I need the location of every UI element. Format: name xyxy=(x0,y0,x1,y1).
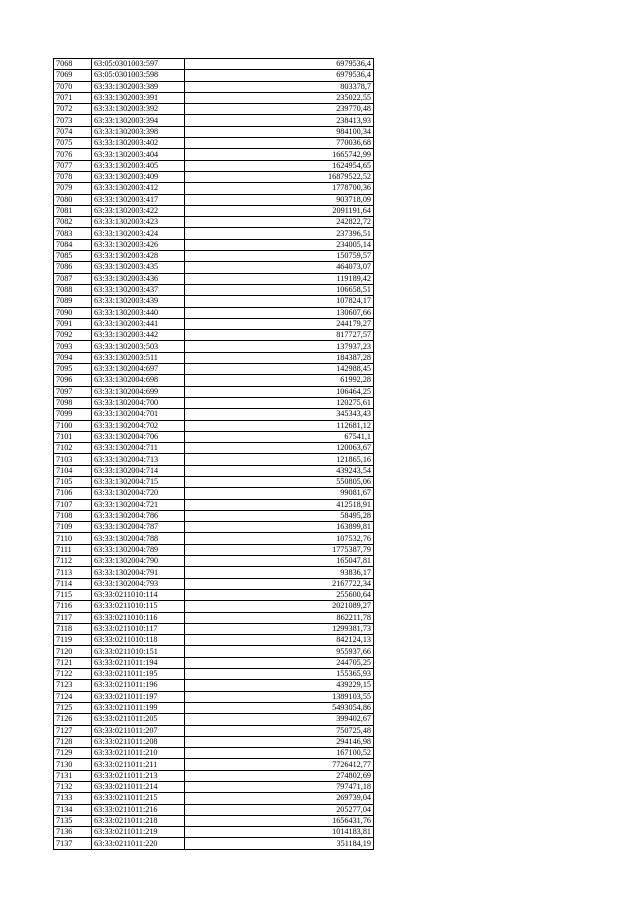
table-row xyxy=(54,352,374,363)
table-row xyxy=(54,307,374,318)
row-number-cell: 7094 xyxy=(54,352,92,363)
row-number-cell: 7086 xyxy=(54,262,92,273)
row-number-cell: 7132 xyxy=(54,782,92,793)
cadastral-number-cell: 63:33:0211011:216 xyxy=(92,804,185,815)
row-number-cell: 7129 xyxy=(54,748,92,759)
table-row xyxy=(54,330,374,341)
value-cell: 244705,25 xyxy=(185,657,374,668)
cadastral-number-cell: 63:33:1302004:790 xyxy=(92,556,185,567)
value-cell: 16879522,52 xyxy=(185,171,374,182)
table-row xyxy=(54,804,374,815)
value-cell: 242822,72 xyxy=(185,217,374,228)
value-cell: 439243,54 xyxy=(185,465,374,476)
value-cell: 1299381,73 xyxy=(185,623,374,634)
value-cell: 2021089,27 xyxy=(185,601,374,612)
value-cell: 770036,68 xyxy=(185,138,374,149)
value-cell: 121865,16 xyxy=(185,454,374,465)
cadastral-number-cell: 63:33:0211011:211 xyxy=(92,759,185,770)
cadastral-number-cell: 63:33:0211010:118 xyxy=(92,635,185,646)
table-row xyxy=(54,341,374,352)
value-cell: 2167722,34 xyxy=(185,578,374,589)
row-number-cell: 7078 xyxy=(54,171,92,182)
value-cell: 1775387,79 xyxy=(185,544,374,555)
value-cell: 235022,55 xyxy=(185,92,374,103)
value-cell: 67541,1 xyxy=(185,431,374,442)
value-cell: 155365,93 xyxy=(185,669,374,680)
table-row xyxy=(54,533,374,544)
row-number-cell: 7110 xyxy=(54,533,92,544)
row-number-cell: 7098 xyxy=(54,397,92,408)
value-cell: 1014183,81 xyxy=(185,827,374,838)
row-number-cell: 7134 xyxy=(54,804,92,815)
row-number-cell: 7081 xyxy=(54,205,92,216)
cadastral-number-cell: 63:33:0211011:196 xyxy=(92,680,185,691)
cadastral-number-cell: 63:05:0301003:597 xyxy=(92,59,185,70)
cadastral-number-cell: 63:33:0211010:115 xyxy=(92,601,185,612)
cadastral-number-cell: 63:33:1302003:398 xyxy=(92,126,185,137)
row-number-cell: 7099 xyxy=(54,409,92,420)
cadastral-number-cell: 63:33:1302004:793 xyxy=(92,578,185,589)
value-cell: 237396,51 xyxy=(185,228,374,239)
row-number-cell: 7136 xyxy=(54,827,92,838)
cadastral-number-cell: 63:33:1302004:700 xyxy=(92,397,185,408)
table-row xyxy=(54,397,374,408)
table-row xyxy=(54,669,374,680)
table-row xyxy=(54,70,374,81)
row-number-cell: 7084 xyxy=(54,239,92,250)
value-cell: 750725,48 xyxy=(185,725,374,736)
cadastral-number-cell: 63:33:1302003:437 xyxy=(92,284,185,295)
row-number-cell: 7097 xyxy=(54,386,92,397)
table-row xyxy=(54,578,374,589)
table-row xyxy=(54,126,374,137)
cadastral-number-cell: 63:33:1302004:788 xyxy=(92,533,185,544)
row-number-cell: 7101 xyxy=(54,431,92,442)
cadastral-number-cell: 63:33:0211010:116 xyxy=(92,612,185,623)
row-number-cell: 7109 xyxy=(54,522,92,533)
cadastral-number-cell: 63:33:1302004:713 xyxy=(92,454,185,465)
table-row xyxy=(54,183,374,194)
value-cell: 119189,42 xyxy=(185,273,374,284)
cadastral-number-cell: 63:33:0211011:199 xyxy=(92,702,185,713)
table-row xyxy=(54,296,374,307)
row-number-cell: 7095 xyxy=(54,364,92,375)
row-number-cell: 7071 xyxy=(54,92,92,103)
cadastral-number-cell: 63:33:1302004:791 xyxy=(92,567,185,578)
cadastral-number-cell: 63:33:0211011:195 xyxy=(92,669,185,680)
value-cell: 239770,48 xyxy=(185,104,374,115)
row-number-cell: 7092 xyxy=(54,330,92,341)
table-row xyxy=(54,601,374,612)
table-row xyxy=(54,239,374,250)
row-number-cell: 7130 xyxy=(54,759,92,770)
cadastral-number-cell: 63:33:1302004:721 xyxy=(92,499,185,510)
row-number-cell: 7111 xyxy=(54,544,92,555)
value-cell: 106658,51 xyxy=(185,284,374,295)
cadastral-number-cell: 63:33:1302004:720 xyxy=(92,488,185,499)
value-cell: 184387,28 xyxy=(185,352,374,363)
value-cell: 107824,17 xyxy=(185,296,374,307)
table-row xyxy=(54,115,374,126)
cadastral-number-cell: 63:33:0211011:219 xyxy=(92,827,185,838)
cadastral-number-cell: 63:33:0211011:194 xyxy=(92,657,185,668)
row-number-cell: 7083 xyxy=(54,228,92,239)
cadastral-number-cell: 63:33:1302003:404 xyxy=(92,149,185,160)
cadastral-number-cell: 63:33:1302003:426 xyxy=(92,239,185,250)
row-number-cell: 7116 xyxy=(54,601,92,612)
value-cell: 137937,23 xyxy=(185,341,374,352)
row-number-cell: 7123 xyxy=(54,680,92,691)
value-cell: 1778700,36 xyxy=(185,183,374,194)
table-row xyxy=(54,454,374,465)
value-cell: 803378,7 xyxy=(185,81,374,92)
table-row xyxy=(54,375,374,386)
cadastral-number-cell: 63:33:1302003:439 xyxy=(92,296,185,307)
row-number-cell: 7114 xyxy=(54,578,92,589)
row-number-cell: 7119 xyxy=(54,635,92,646)
cadastral-number-cell: 63:33:1302004:715 xyxy=(92,476,185,487)
cadastral-number-cell: 63:33:1302003:412 xyxy=(92,183,185,194)
table-row xyxy=(54,759,374,770)
row-number-cell: 7082 xyxy=(54,217,92,228)
cadastral-number-cell: 63:33:0211010:151 xyxy=(92,646,185,657)
table-row xyxy=(54,793,374,804)
value-cell: 244179,27 xyxy=(185,318,374,329)
row-number-cell: 7122 xyxy=(54,669,92,680)
cadastral-number-cell: 63:33:1302003:441 xyxy=(92,318,185,329)
row-number-cell: 7079 xyxy=(54,183,92,194)
value-cell: 399402,67 xyxy=(185,714,374,725)
table-row xyxy=(54,171,374,182)
row-number-cell: 7124 xyxy=(54,691,92,702)
cadastral-number-cell: 63:33:0211011:210 xyxy=(92,748,185,759)
cadastral-number-cell: 63:33:0211011:207 xyxy=(92,725,185,736)
row-number-cell: 7105 xyxy=(54,476,92,487)
value-cell: 550805,06 xyxy=(185,476,374,487)
value-cell: 1624954,65 xyxy=(185,160,374,171)
value-cell: 464073,07 xyxy=(185,262,374,273)
value-cell: 984100,34 xyxy=(185,126,374,137)
table-row xyxy=(54,510,374,521)
table-row xyxy=(54,149,374,160)
row-number-cell: 7069 xyxy=(54,70,92,81)
row-number-cell: 7106 xyxy=(54,488,92,499)
row-number-cell: 7117 xyxy=(54,612,92,623)
value-cell: 955937,66 xyxy=(185,646,374,657)
cadastral-number-cell: 63:33:1302004:789 xyxy=(92,544,185,555)
table-row xyxy=(54,748,374,759)
table-row xyxy=(54,273,374,284)
cadastral-number-cell: 63:33:1302004:702 xyxy=(92,420,185,431)
row-number-cell: 7080 xyxy=(54,194,92,205)
table-row xyxy=(54,104,374,115)
value-cell: 58495,28 xyxy=(185,510,374,521)
cadastral-number-cell: 63:33:1302003:422 xyxy=(92,205,185,216)
row-number-cell: 7072 xyxy=(54,104,92,115)
table-row xyxy=(54,725,374,736)
table-row xyxy=(54,476,374,487)
cadastral-number-cell: 63:33:1302003:424 xyxy=(92,228,185,239)
table-row xyxy=(54,736,374,747)
cadastral-number-cell: 63:33:1302004:714 xyxy=(92,465,185,476)
value-cell: 205277,04 xyxy=(185,804,374,815)
table-row xyxy=(54,443,374,454)
table-row xyxy=(54,205,374,216)
row-number-cell: 7128 xyxy=(54,736,92,747)
table-row xyxy=(54,691,374,702)
cadastral-number-cell: 63:33:1302004:697 xyxy=(92,364,185,375)
table-row xyxy=(54,635,374,646)
table-row xyxy=(54,702,374,713)
table-body xyxy=(54,59,374,850)
row-number-cell: 7077 xyxy=(54,160,92,171)
cadastral-number-cell: 63:33:1302003:409 xyxy=(92,171,185,182)
value-cell: 1656431,76 xyxy=(185,815,374,826)
cadastral-number-cell: 63:33:1302003:440 xyxy=(92,307,185,318)
cadastral-number-cell: 63:33:1302003:394 xyxy=(92,115,185,126)
value-cell: 862211,78 xyxy=(185,612,374,623)
table-row xyxy=(54,782,374,793)
table-row xyxy=(54,465,374,476)
cadastral-number-cell: 63:33:1302004:699 xyxy=(92,386,185,397)
table-row xyxy=(54,364,374,375)
table-row xyxy=(54,770,374,781)
table-row xyxy=(54,612,374,623)
row-number-cell: 7090 xyxy=(54,307,92,318)
value-cell: 345343,43 xyxy=(185,409,374,420)
row-number-cell: 7073 xyxy=(54,115,92,126)
value-cell: 7726412,77 xyxy=(185,759,374,770)
table-row xyxy=(54,488,374,499)
row-number-cell: 7089 xyxy=(54,296,92,307)
value-cell: 903718,09 xyxy=(185,194,374,205)
table-row xyxy=(54,262,374,273)
table-row xyxy=(54,251,374,262)
cadastral-number-cell: 63:33:1302003:417 xyxy=(92,194,185,205)
cadastral-number-cell: 63:33:1302004:698 xyxy=(92,375,185,386)
row-number-cell: 7131 xyxy=(54,770,92,781)
row-number-cell: 7115 xyxy=(54,589,92,600)
value-cell: 234005,14 xyxy=(185,239,374,250)
value-cell: 412518,91 xyxy=(185,499,374,510)
cadastral-number-cell: 63:33:1302004:787 xyxy=(92,522,185,533)
table-row xyxy=(54,646,374,657)
value-cell: 255600,64 xyxy=(185,589,374,600)
row-number-cell: 7107 xyxy=(54,499,92,510)
cadastral-number-cell: 63:33:1302004:701 xyxy=(92,409,185,420)
row-number-cell: 7137 xyxy=(54,838,92,849)
row-number-cell: 7074 xyxy=(54,126,92,137)
value-cell: 120063,67 xyxy=(185,443,374,454)
value-cell: 120275,61 xyxy=(185,397,374,408)
row-number-cell: 7102 xyxy=(54,443,92,454)
cadastral-number-cell: 63:33:0211011:205 xyxy=(92,714,185,725)
row-number-cell: 7126 xyxy=(54,714,92,725)
row-number-cell: 7093 xyxy=(54,341,92,352)
table-row xyxy=(54,623,374,634)
row-number-cell: 7076 xyxy=(54,149,92,160)
row-number-cell: 7075 xyxy=(54,138,92,149)
cadastral-number-cell: 63:33:0211011:197 xyxy=(92,691,185,702)
table-row xyxy=(54,567,374,578)
cadastral-number-cell: 63:33:1302003:423 xyxy=(92,217,185,228)
table-row xyxy=(54,409,374,420)
cadastral-number-cell: 63:33:1302004:786 xyxy=(92,510,185,521)
row-number-cell: 7135 xyxy=(54,815,92,826)
value-cell: 1389103,55 xyxy=(185,691,374,702)
value-cell: 842124,13 xyxy=(185,635,374,646)
cadastral-number-cell: 63:33:1302004:711 xyxy=(92,443,185,454)
value-cell: 93836,17 xyxy=(185,567,374,578)
cadastral-number-cell: 63:33:0211010:114 xyxy=(92,589,185,600)
value-cell: 99081,67 xyxy=(185,488,374,499)
table-row xyxy=(54,284,374,295)
cadastral-number-cell: 63:33:1302004:706 xyxy=(92,431,185,442)
value-cell: 61992,28 xyxy=(185,375,374,386)
row-number-cell: 7103 xyxy=(54,454,92,465)
cadastral-number-cell: 63:33:0211011:214 xyxy=(92,782,185,793)
row-number-cell: 7125 xyxy=(54,702,92,713)
cadastral-number-cell: 63:33:1302003:442 xyxy=(92,330,185,341)
value-cell: 238413,93 xyxy=(185,115,374,126)
value-cell: 6979536,4 xyxy=(185,70,374,81)
table-row xyxy=(54,714,374,725)
row-number-cell: 7096 xyxy=(54,375,92,386)
table-row xyxy=(54,81,374,92)
table-row xyxy=(54,420,374,431)
cadastral-number-cell: 63:33:0211011:215 xyxy=(92,793,185,804)
cadastral-number-cell: 63:33:0211011:208 xyxy=(92,736,185,747)
row-number-cell: 7127 xyxy=(54,725,92,736)
cadastral-number-cell: 63:33:1302003:428 xyxy=(92,251,185,262)
value-cell: 439229,15 xyxy=(185,680,374,691)
table-row xyxy=(54,657,374,668)
value-cell: 351184,19 xyxy=(185,838,374,849)
table-row xyxy=(54,556,374,567)
cadastral-number-cell: 63:33:1302003:435 xyxy=(92,262,185,273)
row-number-cell: 7104 xyxy=(54,465,92,476)
cadastral-number-cell: 63:33:1302003:402 xyxy=(92,138,185,149)
cadastral-value-table xyxy=(53,58,374,850)
value-cell: 274802,69 xyxy=(185,770,374,781)
row-number-cell: 7120 xyxy=(54,646,92,657)
cadastral-number-cell: 63:33:0211011:218 xyxy=(92,815,185,826)
value-cell: 294146,98 xyxy=(185,736,374,747)
value-cell: 1665742,99 xyxy=(185,149,374,160)
row-number-cell: 7108 xyxy=(54,510,92,521)
value-cell: 2091191,64 xyxy=(185,205,374,216)
row-number-cell: 7133 xyxy=(54,793,92,804)
table-row xyxy=(54,499,374,510)
table-row xyxy=(54,544,374,555)
value-cell: 107532,76 xyxy=(185,533,374,544)
table-row xyxy=(54,59,374,70)
table-row xyxy=(54,228,374,239)
row-number-cell: 7070 xyxy=(54,81,92,92)
cadastral-number-cell: 63:33:1302003:436 xyxy=(92,273,185,284)
cadastral-number-cell: 63:33:0211010:117 xyxy=(92,623,185,634)
row-number-cell: 7112 xyxy=(54,556,92,567)
cadastral-number-cell: 63:33:1302003:405 xyxy=(92,160,185,171)
table-row xyxy=(54,838,374,849)
row-number-cell: 7088 xyxy=(54,284,92,295)
cadastral-number-cell: 63:33:1302003:511 xyxy=(92,352,185,363)
table-row xyxy=(54,522,374,533)
value-cell: 150759,57 xyxy=(185,251,374,262)
table-row xyxy=(54,386,374,397)
cadastral-number-cell: 63:33:1302003:389 xyxy=(92,81,185,92)
cadastral-number-cell: 63:33:1302003:392 xyxy=(92,104,185,115)
row-number-cell: 7118 xyxy=(54,623,92,634)
table-row xyxy=(54,431,374,442)
cadastral-number-cell: 63:33:1302003:391 xyxy=(92,92,185,103)
table-row xyxy=(54,827,374,838)
value-cell: 165047,81 xyxy=(185,556,374,567)
cadastral-number-cell: 63:33:0211011:220 xyxy=(92,838,185,849)
row-number-cell: 7087 xyxy=(54,273,92,284)
table-row xyxy=(54,194,374,205)
value-cell: 5493054,86 xyxy=(185,702,374,713)
cadastral-number-cell: 63:33:0211011:213 xyxy=(92,770,185,781)
value-cell: 269739,04 xyxy=(185,793,374,804)
value-cell: 112681,12 xyxy=(185,420,374,431)
table-row xyxy=(54,217,374,228)
value-cell: 142988,45 xyxy=(185,364,374,375)
value-cell: 6979536,4 xyxy=(185,59,374,70)
table-row xyxy=(54,318,374,329)
value-cell: 130607,66 xyxy=(185,307,374,318)
cadastral-number-cell: 63:05:0301003:598 xyxy=(92,70,185,81)
row-number-cell: 7121 xyxy=(54,657,92,668)
value-cell: 167100,52 xyxy=(185,748,374,759)
row-number-cell: 7068 xyxy=(54,59,92,70)
table-row xyxy=(54,138,374,149)
cadastral-number-cell: 63:33:1302003:503 xyxy=(92,341,185,352)
value-cell: 163899,81 xyxy=(185,522,374,533)
row-number-cell: 7085 xyxy=(54,251,92,262)
value-cell: 797471,18 xyxy=(185,782,374,793)
row-number-cell: 7091 xyxy=(54,318,92,329)
table-row xyxy=(54,680,374,691)
row-number-cell: 7113 xyxy=(54,567,92,578)
row-number-cell: 7100 xyxy=(54,420,92,431)
value-cell: 817727,57 xyxy=(185,330,374,341)
value-cell: 106464,25 xyxy=(185,386,374,397)
table-row xyxy=(54,815,374,826)
table-row xyxy=(54,589,374,600)
table-row xyxy=(54,92,374,103)
table-row xyxy=(54,160,374,171)
